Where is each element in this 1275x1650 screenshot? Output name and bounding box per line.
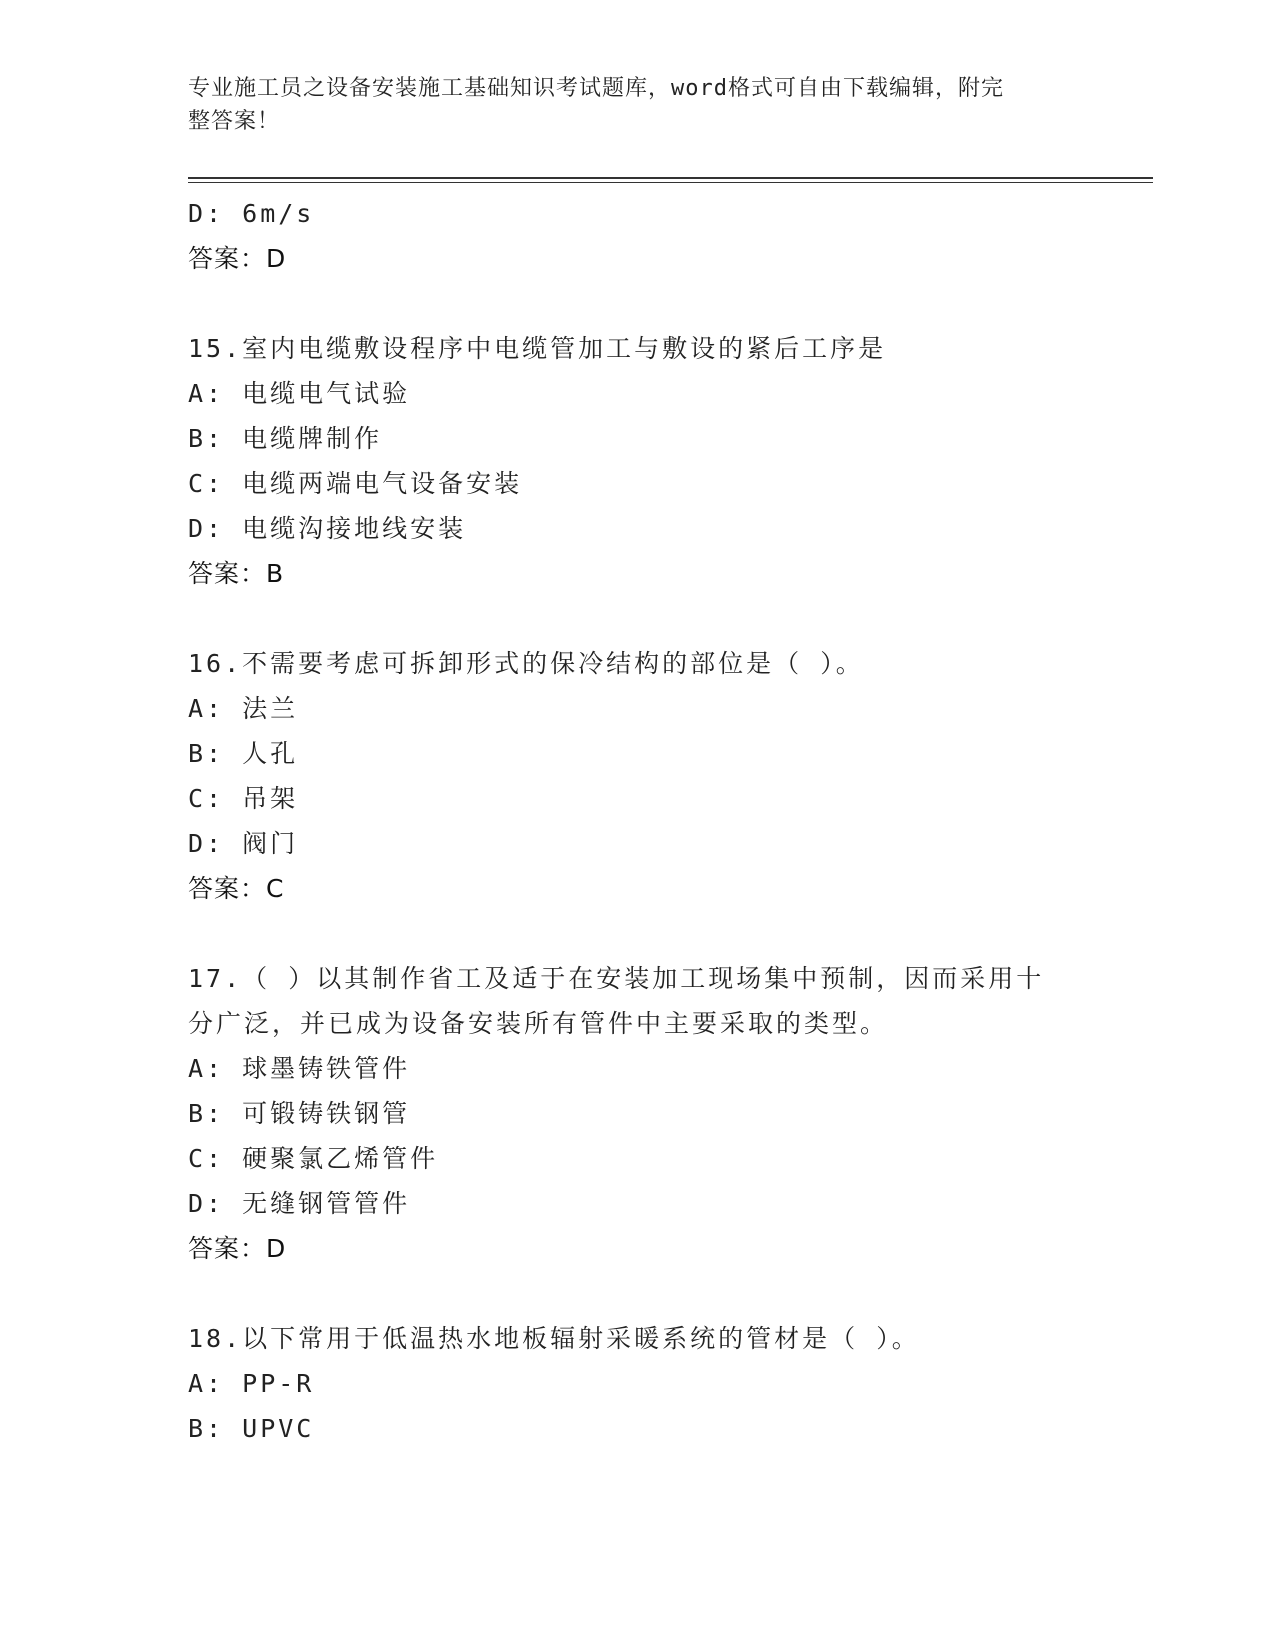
option-b: B: 人孔: [188, 739, 299, 768]
question-18: [188, 1316, 1088, 1451]
question-17: [188, 956, 1088, 1271]
header-divider-thick: [188, 177, 1153, 179]
option-a: A: 球墨铸铁管件: [188, 1054, 411, 1083]
option-b: B: UPVC: [188, 1414, 315, 1443]
spacer: [188, 596, 1088, 641]
option-a: A: PP-R: [188, 1369, 315, 1398]
answer: 答案：C: [188, 874, 285, 903]
question-stem: 18.以下常用于低温热水地板辐射采暖系统的管材是（ ）。: [188, 1324, 920, 1353]
option-a: A: 电缆电气试验: [188, 379, 411, 408]
prev-option-d: D: 6m/s: [188, 199, 315, 228]
option-b: B: 电缆牌制作: [188, 424, 383, 453]
option-d: D: 阀门: [188, 829, 299, 858]
spacer: [188, 281, 1088, 326]
option-a: A: 法兰: [188, 694, 299, 723]
question-16: [188, 641, 1088, 911]
document-header: [188, 72, 1068, 138]
option-b: B: 可锻铸铁钢管: [188, 1099, 411, 1128]
header-line-1: 专业施工员之设备安装施工基础知识考试题库，word格式可自由下载编辑，附完: [188, 76, 1004, 101]
option-c: C: 硬聚氯乙烯管件: [188, 1144, 439, 1173]
question-stem-line-2: 分广泛，并已成为设备安装所有管件中主要采取的类型。: [188, 1009, 889, 1038]
option-d: D: 无缝钢管管件: [188, 1189, 411, 1218]
option-c: C: 吊架: [188, 784, 299, 813]
spacer: [188, 911, 1088, 956]
question-list: [188, 191, 1088, 1451]
header-line-2: 整答案！: [188, 109, 281, 134]
option-c: C: 电缆两端电气设备安装: [188, 469, 523, 498]
question-stem: 15.室内电缆敷设程序中电缆管加工与敷设的紧后工序是: [188, 334, 887, 363]
prev-answer: 答案：D: [188, 244, 287, 273]
question-stem-line-1: 17.（ ）以其制作省工及适于在安装加工现场集中预制，因而采用十: [188, 964, 1045, 993]
option-d: D: 电缆沟接地线安装: [188, 514, 467, 543]
answer: 答案：D: [188, 1234, 287, 1263]
spacer: [188, 1271, 1088, 1316]
header-divider-thin: [188, 182, 1153, 183]
question-15: [188, 326, 1088, 596]
answer: 答案：B: [188, 559, 285, 588]
question-stem: 16.不需要考虑可拆卸形式的保冷结构的部位是（ ）。: [188, 649, 864, 678]
